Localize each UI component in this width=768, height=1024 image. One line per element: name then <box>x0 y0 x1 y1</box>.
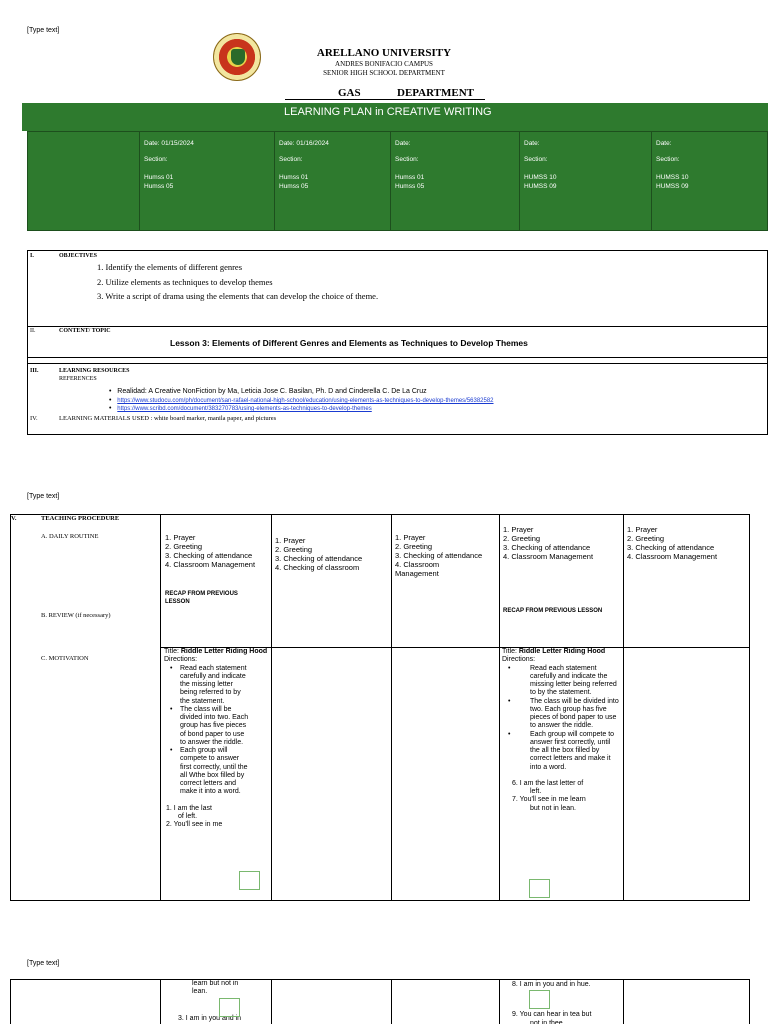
routine-item: 2. Greeting <box>503 534 541 543</box>
directions-label: Directions: <box>164 656 198 664</box>
objectives-label: OBJECTIVES <box>59 253 98 259</box>
answer-box[interactable] <box>529 879 550 898</box>
session-section: Section: <box>524 156 548 163</box>
direction-item: • The class will be divided into two. Each group has five pieces of bond paper to use to answer the riddle. <box>502 698 620 731</box>
routine-item: 2. Greeting <box>627 534 665 543</box>
riddle-question: but not in lean. <box>530 804 576 812</box>
riddle-question: 7. You'll see in me learn <box>512 796 586 804</box>
session-class: HUMSS 09 <box>656 183 689 190</box>
session-section: Section: <box>395 156 419 163</box>
session-class: Humss 01 <box>395 174 425 181</box>
direction-item: • Each group will compete to answer first correctly, until the all Wthe box filled by correct letters and make it into a word. <box>164 747 269 797</box>
reference-link-row: • https://www.scribd.com/document/383270783/using-elements-as-techniques-to-develop-themes <box>109 405 372 412</box>
answer-box[interactable] <box>529 990 550 1009</box>
references-label: REFERENCES <box>59 376 97 382</box>
motivation-label: C. MOTIVATION <box>41 655 89 662</box>
department-underline <box>285 99 485 100</box>
session-class: Humss 05 <box>144 183 174 190</box>
riddle-question: left. <box>530 788 542 795</box>
routine-item: 2. Greeting <box>395 542 433 551</box>
column-divider <box>271 515 272 900</box>
riddle-question: 3. I am in you and in <box>178 1014 242 1022</box>
row-divider <box>28 363 768 364</box>
routine-item: 2. Greeting <box>275 545 313 554</box>
session-cell <box>274 132 390 230</box>
review-label: B. REVIEW (if necessary) <box>41 612 111 619</box>
lesson-topic: Lesson 3: Elements of Different Genres and Elements as Techniques to Develop Themes <box>170 338 528 348</box>
motivation-title: Title: Riddle Letter Riding Hood <box>164 648 268 655</box>
session-class: Humss 05 <box>279 183 309 190</box>
motivation-activity <box>502 648 620 813</box>
recap-note <box>165 590 238 607</box>
routine-item: 3. Checking of attendance <box>503 543 591 552</box>
session-cell <box>139 132 273 230</box>
routine-list <box>627 525 717 561</box>
reference-link-row: • https://www.studocu.com/ph/document/san-rafael-national-high-school/education/using-elements-as-techniques-to-develop-themes/56382582 <box>109 397 494 404</box>
reference-book: • Realidad: A Creative NonFiction by Ma, Leticia Jose C. Basilan, Ph. D and Cinderella C. De La Cruz <box>109 388 427 395</box>
materials-used: LEARNING MATERIALS USED : white board marker, manila paper, and pictures <box>59 415 277 422</box>
row-divider <box>28 357 768 358</box>
session-class: Humss 01 <box>144 174 174 181</box>
riddle-question: 1. I am the last <box>166 804 212 812</box>
teaching-procedure-table <box>10 514 750 901</box>
routine-item: 1. Prayer <box>275 536 306 545</box>
riddle-question: of left. <box>178 812 198 820</box>
university-name: ARELLANO UNIVERSITY <box>316 47 452 59</box>
routine-list <box>503 525 593 561</box>
routine-item: 4. Classroom <box>395 560 440 569</box>
routine-item: 1. Prayer <box>627 525 658 534</box>
reference-link[interactable]: https://www.studocu.com/ph/document/san-rafael-national-high-school/education/using-elements-as-techniques-to-develop-themes/56382582 <box>117 398 494 404</box>
department-line: SENIOR HIGH SCHOOL DEPARTMENT <box>323 69 445 77</box>
session-cell <box>651 132 768 230</box>
routine-item: 4. Classroom Management <box>503 552 594 561</box>
session-class: HUMSS 10 <box>656 174 689 181</box>
riddle-question: learn but not in <box>192 980 239 987</box>
objective-item: 3. Write a script of drama using the elements that can develop the choice of theme. <box>97 291 379 301</box>
daily-routine-label: A. DAILY ROUTINE <box>41 533 99 540</box>
column-divider <box>499 515 500 900</box>
column-divider <box>160 515 161 900</box>
routine-item: 4. Checking of classroom <box>275 563 360 572</box>
directions-list <box>164 665 269 797</box>
session-date: Date: 01/15/2024 <box>144 140 194 147</box>
motivation-title: Title: Riddle Letter Riding Hood <box>502 648 606 655</box>
recap-note: RECAP FROM PREVIOUS LESSON <box>503 608 603 614</box>
strand-name: GAS <box>338 87 361 99</box>
objectives-table <box>27 250 768 435</box>
routine-item: 1. Prayer <box>395 533 426 542</box>
session-date: Date: <box>395 140 411 147</box>
direction-item: • Read each statement carefully and indicate the missing letter being referred to by the statement. <box>164 665 269 706</box>
routine-item: 4. Classroom Management <box>627 552 718 561</box>
materials-number: IV. <box>30 415 38 422</box>
recap-text: RECAP FROM PREVIOUS <box>165 591 238 597</box>
motivation-activity <box>164 648 269 829</box>
row-divider <box>28 326 768 327</box>
objective-item: 1. Identify the elements of different genres <box>97 262 242 272</box>
content-number: II. <box>30 328 36 334</box>
campus-name: ANDRES BONIFACIO CAMPUS <box>335 60 433 68</box>
routine-item: 3. Checking of attendance <box>275 554 363 563</box>
session-class: HUMSS 10 <box>524 174 557 181</box>
session-date: Date: 01/16/2024 <box>279 140 329 147</box>
session-section: Section: <box>656 156 680 163</box>
session-cell <box>519 132 651 230</box>
routine-list <box>275 536 362 572</box>
column-divider <box>160 980 161 1024</box>
routine-item: 3. Checking of attendance <box>627 543 715 552</box>
session-section: Section: <box>144 156 168 163</box>
session-info-block <box>27 131 768 231</box>
column-divider <box>623 980 624 1024</box>
riddle-question: lean. <box>192 988 208 996</box>
direction-item: • The class will be divided into two. Each group has five pieces of bond paper to use to answer the riddle. <box>164 706 269 747</box>
routine-item: 4. Classroom Management <box>165 560 256 569</box>
department-label: DEPARTMENT <box>397 87 475 99</box>
recap-text: LESSON <box>165 599 190 606</box>
procedure-label: TEACHING PROCEDURE <box>41 515 120 522</box>
directions-list <box>502 665 620 772</box>
direction-item: • Each group will compete to answer first correctly, until the all the box filled by correct letters and make it into a word. <box>502 731 620 772</box>
teaching-procedure-table-continued <box>10 979 750 1024</box>
objective-item: 2. Utilize elements as techniques to develop themes <box>97 277 273 287</box>
resources-label: LEARNING RESOURCES <box>59 368 130 374</box>
routine-item: 1. Prayer <box>165 533 196 542</box>
header-placeholder-text: [Type text] <box>27 493 60 500</box>
procedure-number: V. <box>11 515 17 522</box>
header-placeholder-text: [Type text] <box>27 27 60 34</box>
session-class: Humss 05 <box>395 183 425 190</box>
routine-item: 2. Greeting <box>165 542 203 551</box>
session-class: HUMSS 09 <box>524 183 557 190</box>
routine-item: Management <box>395 569 439 578</box>
column-divider <box>391 515 392 900</box>
riddle-question: not in thee. <box>530 1019 565 1024</box>
session-section: Section: <box>279 156 303 163</box>
column-divider <box>391 980 392 1024</box>
content-label: CONTENT/ TOPIC <box>59 328 111 334</box>
riddle-question: 2. You'll see in me <box>166 821 223 828</box>
answer-box[interactable] <box>239 871 260 890</box>
reference-link[interactable]: https://www.scribd.com/document/383270783/using-elements-as-techniques-to-develop-themes <box>117 406 372 412</box>
directions-label: Directions: <box>502 656 536 664</box>
column-divider <box>271 980 272 1024</box>
session-date: Date: <box>656 140 672 147</box>
resources-number: III. <box>30 368 39 374</box>
column-divider <box>623 515 624 900</box>
riddle-question: 6. I am the last letter of <box>512 779 584 787</box>
direction-item: • Read each statement carefully and indicate the missing letter being referred to by the statement. <box>502 665 620 698</box>
routine-item: 3. Checking of attendance <box>165 551 253 560</box>
learning-plan-title: LEARNING PLAN in CREATIVE WRITING <box>284 106 492 118</box>
answer-box[interactable] <box>219 998 240 1017</box>
learning-plan-title-bar <box>22 103 768 131</box>
riddle-question: 8. I am in you and in hue. <box>512 981 591 988</box>
routine-list <box>165 533 255 569</box>
session-date: Date: <box>524 140 540 147</box>
routine-list <box>395 533 482 578</box>
routine-item: 1. Prayer <box>503 525 534 534</box>
column-divider <box>499 980 500 1024</box>
header-placeholder-text: [Type text] <box>27 960 60 967</box>
session-cell <box>390 132 519 230</box>
routine-item: 3. Checking of attendance <box>395 551 483 560</box>
session-class: Humss 01 <box>279 174 309 181</box>
reference-book-text: Realidad: A Creative NonFiction by Ma, Leticia Jose C. Basilan, Ph. D and Cinderella C. De La Cruz <box>117 388 427 395</box>
riddle-question: 9. You can hear in tea but <box>512 1011 592 1019</box>
objectives-number: I. <box>30 253 34 259</box>
